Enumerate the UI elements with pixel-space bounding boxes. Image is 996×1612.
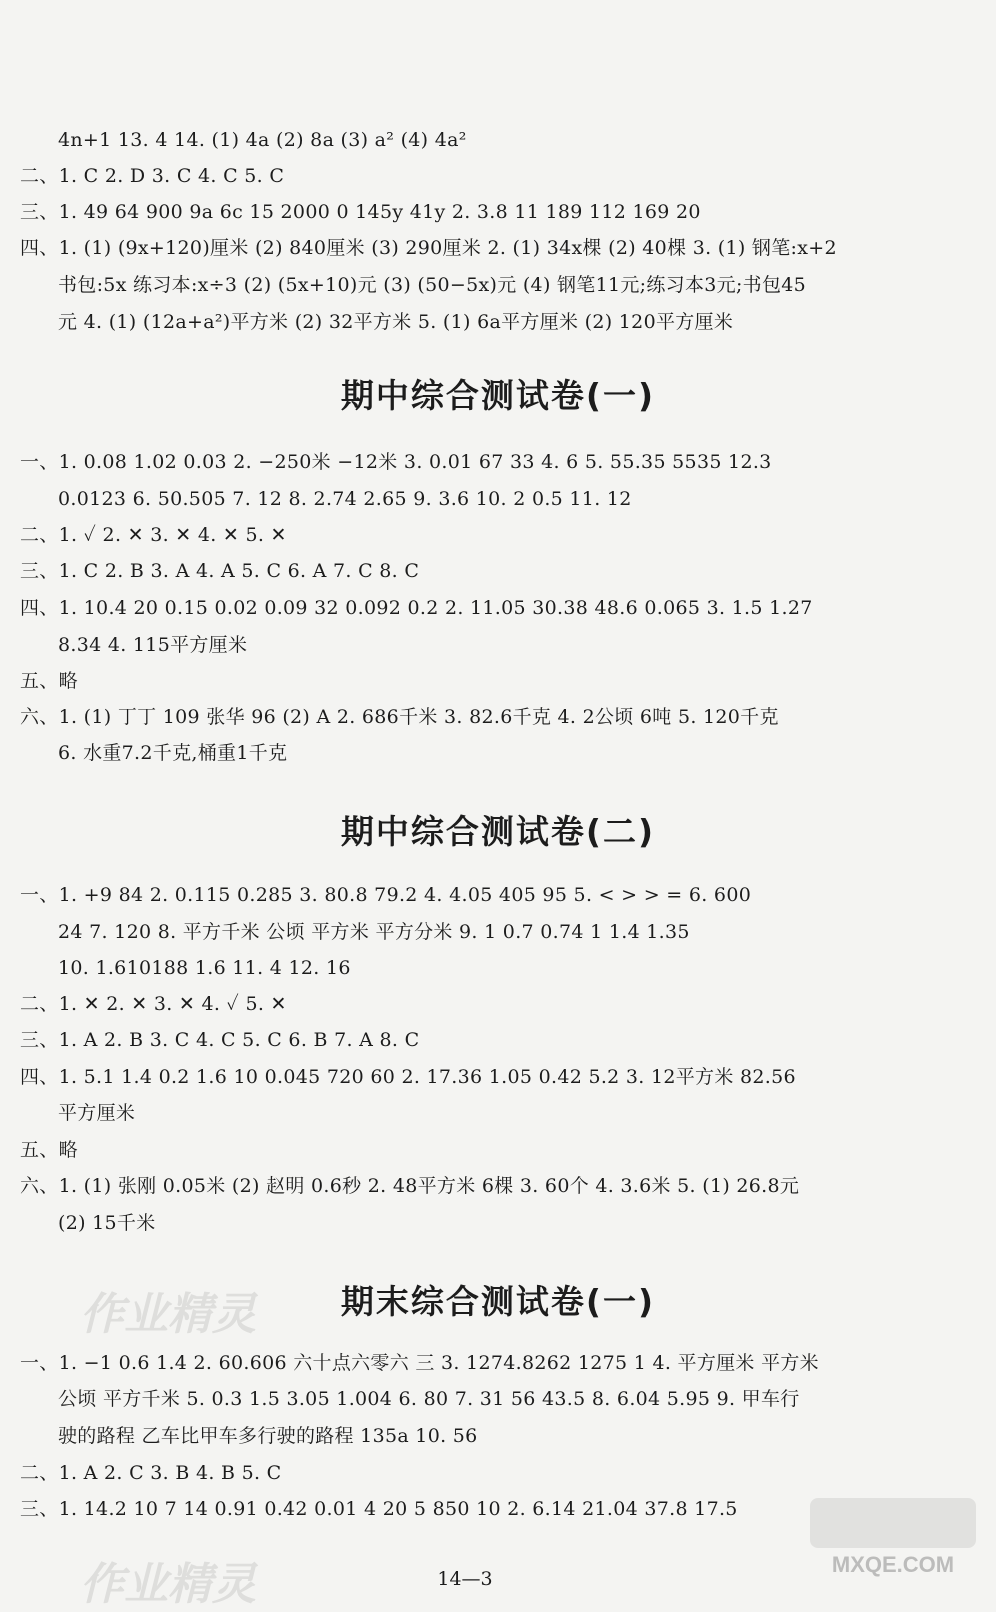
answer-line: 驶的路程 乙车比甲车多行驶的路程 135a 10. 56	[58, 1425, 478, 1447]
answer-line: 二、1. A 2. C 3. B 4. B 5. C	[20, 1462, 282, 1484]
watermark: 作业精灵	[80, 1289, 256, 1340]
answer-line: 一、1. +9 84 2. 0.115 0.285 3. 80.8 79.2 4. 4.05 405 95 5. < > > = 6. 600	[20, 884, 752, 906]
answer-line: 六、1. (1) 张刚 0.05米 (2) 赵明 0.6秒 2. 48平方米 6棵 3. 60个 4. 3.6米 5. (1) 26.8元	[20, 1175, 800, 1197]
page-number: 14—3	[437, 1568, 493, 1590]
answer-line: 平方厘米	[58, 1102, 136, 1124]
answer-line: 四、1. (1) (9x+120)厘米 (2) 840厘米 (3) 290厘米 2. (1) 34x棵 (2) 40棵 3. (1) 钢笔:x+2	[20, 237, 837, 259]
answer-line: 二、1. C 2. D 3. C 4. C 5. C	[20, 165, 285, 187]
answer-line: 五、略	[20, 1139, 78, 1161]
logo-text: MXQE.COM	[831, 1552, 955, 1577]
answer-line: 一、1. −1 0.6 1.4 2. 60.606 六十点六零六 三 3. 1274.8262 1275 1 4. 平方厘米 平方米	[20, 1352, 819, 1374]
answer-line: (2) 15千米	[58, 1212, 156, 1234]
answer-line: 三、1. C 2. B 3. A 4. A 5. C 6. A 7. C 8. C	[20, 560, 420, 582]
section-title: 期中综合测试卷(二)	[340, 812, 656, 851]
answer-line: 公顷 平方千米 5. 0.3 1.5 3.05 1.004 6. 80 7. 31 56 43.5 8. 6.04 5.95 9. 甲车行	[58, 1388, 800, 1410]
watermark: 作业精灵	[80, 1559, 256, 1610]
answer-line: 6. 水重7.2千克,桶重1千克	[58, 742, 288, 764]
answer-line: 0.0123 6. 50.505 7. 12 8. 2.74 2.65 9. 3.6 10. 2 0.5 11. 12	[58, 488, 632, 510]
answer-line: 六、1. (1) 丁丁 109 张华 96 (2) A 2. 686千米 3. 82.6千克 4. 2公顷 6吨 5. 120千克	[20, 706, 779, 728]
answer-line: 三、1. 14.2 10 7 14 0.91 0.42 0.01 4 20 5 850 10 2. 6.14 21.04 37.8 17.5	[20, 1498, 738, 1520]
section-title: 期中综合测试卷(一)	[340, 376, 656, 415]
answer-line: 四、1. 10.4 20 0.15 0.02 0.09 32 0.092 0.2 2. 11.05 30.38 48.6 0.065 3. 1.5 1.27	[20, 597, 813, 619]
answer-line: 五、略	[20, 670, 78, 692]
answer-line: 10. 1.610188 1.6 11. 4 12. 16	[58, 957, 351, 979]
answer-line: 8.34 4. 115平方厘米	[58, 634, 248, 656]
answer-line: 二、1. ✕ 2. ✕ 3. ✕ 4. ✓ 5. ✕	[20, 993, 287, 1015]
answer-line: 4n+1 13. 4 14. (1) 4a (2) 8a (3) a² (4) 4a²	[58, 129, 467, 151]
answer-line: 三、1. A 2. B 3. C 4. C 5. C 6. B 7. A 8. C	[20, 1029, 420, 1051]
answer-line: 元 4. (1) (12a+a²)平方米 (2) 32平方米 5. (1) 6a平方厘米 (2) 120平方厘米	[58, 311, 734, 333]
section-title: 期末综合测试卷(一)	[340, 1282, 656, 1321]
answer-line: 一、1. 0.08 1.02 0.03 2. −250米 −12米 3. 0.01 67 33 4. 6 5. 55.35 5535 12.3	[20, 451, 772, 473]
answer-line: 24 7. 120 8. 平方千米 公顷 平方米 平方分米 9. 1 0.7 0.74 1 1.4 1.35	[58, 921, 690, 943]
answer-line: 三、1. 49 64 900 9a 6c 15 2000 0 145y 41y 2. 3.8 11 189 112 169 20	[20, 201, 701, 223]
answer-line: 二、1. ✓ 2. ✕ 3. ✕ 4. ✕ 5. ✕	[20, 524, 287, 546]
answer-line: 书包:5x 练习本:x÷3 (2) (5x+10)元 (3) (50−5x)元 (4) 钢笔11元;练习本3元;书包45	[58, 274, 807, 296]
answer-line: 四、1. 5.1 1.4 0.2 1.6 10 0.045 720 60 2. 17.36 1.05 0.42 5.2 3. 12平方米 82.56	[20, 1066, 796, 1088]
